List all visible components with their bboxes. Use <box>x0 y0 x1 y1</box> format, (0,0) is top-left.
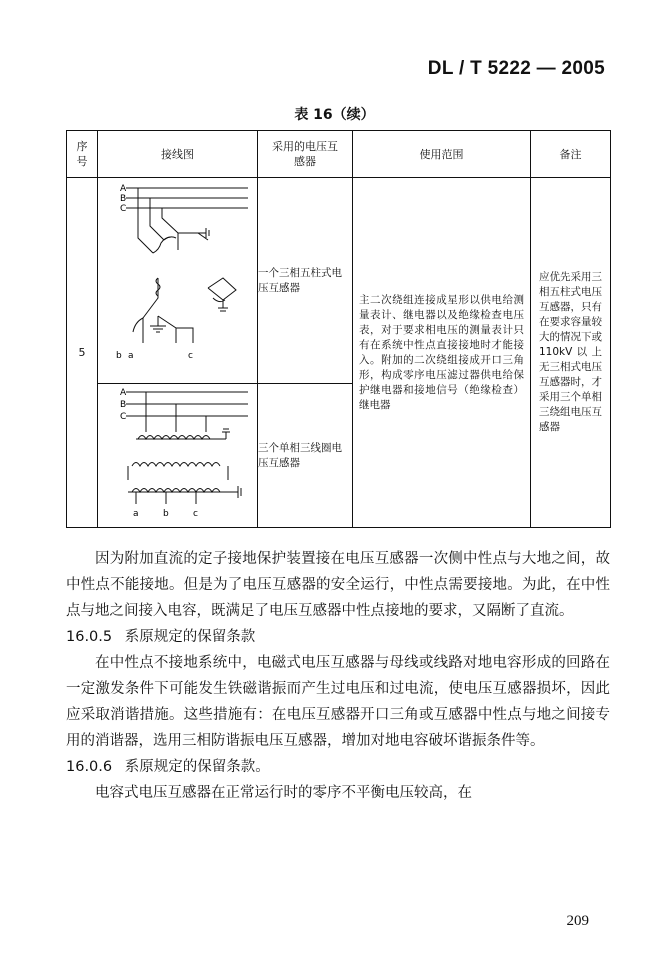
phase-b-label: B <box>120 400 127 410</box>
col-header-diagram: 接线图 <box>98 131 258 178</box>
terminal-c-label: c <box>188 351 193 361</box>
paragraph: 电容式电压互感器在正常运行时的零序不平衡电压较高，在 <box>95 785 472 801</box>
table-caption: 表 16（续） <box>294 107 375 123</box>
col-header-seq: 序号 <box>67 131 98 178</box>
col-header-remark: 备注 <box>531 131 611 178</box>
phase-c-label: C <box>120 412 127 422</box>
col-header-vt: 采用的电压互感器 <box>258 131 353 178</box>
phase-a-label: A <box>120 388 127 398</box>
phase-a-label: A <box>120 184 127 194</box>
vt-type-five-limb: 一个三相五柱式电压互感器 <box>258 178 353 384</box>
vt-type-three-single: 三个单相三线圈电压互感器 <box>258 384 353 528</box>
terminal-a-label: a <box>133 509 139 519</box>
col-header-usage: 使用范围 <box>353 131 531 178</box>
section-title: 系原规定的保留条款 <box>124 629 256 645</box>
remark-cell: 应优先采用三相五柱式电压互感器，只有在要求容量较大的情况下或110kV以上无三相式电压互感器时，才采用三个单相三绕组电压互感器 <box>531 178 611 528</box>
terminal-a-label: a <box>128 351 134 361</box>
terminal-c-label: c <box>193 509 198 519</box>
phase-c-label: C <box>120 204 127 214</box>
usage-cell: 主二次绕组连接成星形以供电给测量表计、继电器以及绝缘检查电压表，对于要求相电压的测量表计只有在系统中性点直接接地时才能接入。附加的二次绕组接成开口三角形，构成零序电压滤过器供电给保护继电器和接地信号（绝缘检查）继电器 <box>353 178 531 528</box>
phase-b-label: B <box>120 194 127 204</box>
section-number: 16.0.5 <box>66 629 113 645</box>
terminal-b-label: b <box>163 509 169 519</box>
paragraph: 在中性点不接地系统中，电磁式电压互感器与母线或线路对地电容形成的回路在一定激发条件下可能发生铁磁谐振而产生过电压和过电流，使电压互感器损坏，因此应采取消谐措施。这些措施有：在电压互感器开口三角或互感器中性点与地之间接专用的消谐器，选用三相防谐振电压互感器，增加对地电容破坏谐振条件等。 <box>66 655 610 749</box>
table-row <box>67 178 611 384</box>
wiring-table <box>66 130 611 528</box>
section-title: 系原规定的保留条款。 <box>124 759 270 775</box>
seq-cell: 5 <box>67 178 98 528</box>
page-number: 209 <box>566 913 589 929</box>
paragraph: 因为附加直流的定子接地保护装置接在电压互感器一次侧中性点与大地之间，故中性点不能接地。但是为了电压互感器的安全运行，中性点需要接地。为此，在中性点与地之间接入电容，既满足了电压互感器中性点接地的要求，又隔断了直流。 <box>66 551 610 619</box>
three-single-phase-wiring-diagram <box>98 384 258 523</box>
diagram-three-single <box>98 384 258 528</box>
five-limb-wiring-diagram <box>98 178 258 379</box>
body-text <box>66 546 610 806</box>
table-header-row <box>67 131 611 178</box>
section-number: 16.0.6 <box>66 759 113 775</box>
diagram-five-limb <box>98 178 258 384</box>
terminal-b-label: b <box>116 351 122 361</box>
section-heading-16-0-5 <box>66 624 610 650</box>
document-code: DL / T 5222 — 2005 <box>427 58 605 79</box>
section-heading-16-0-6 <box>66 754 610 780</box>
